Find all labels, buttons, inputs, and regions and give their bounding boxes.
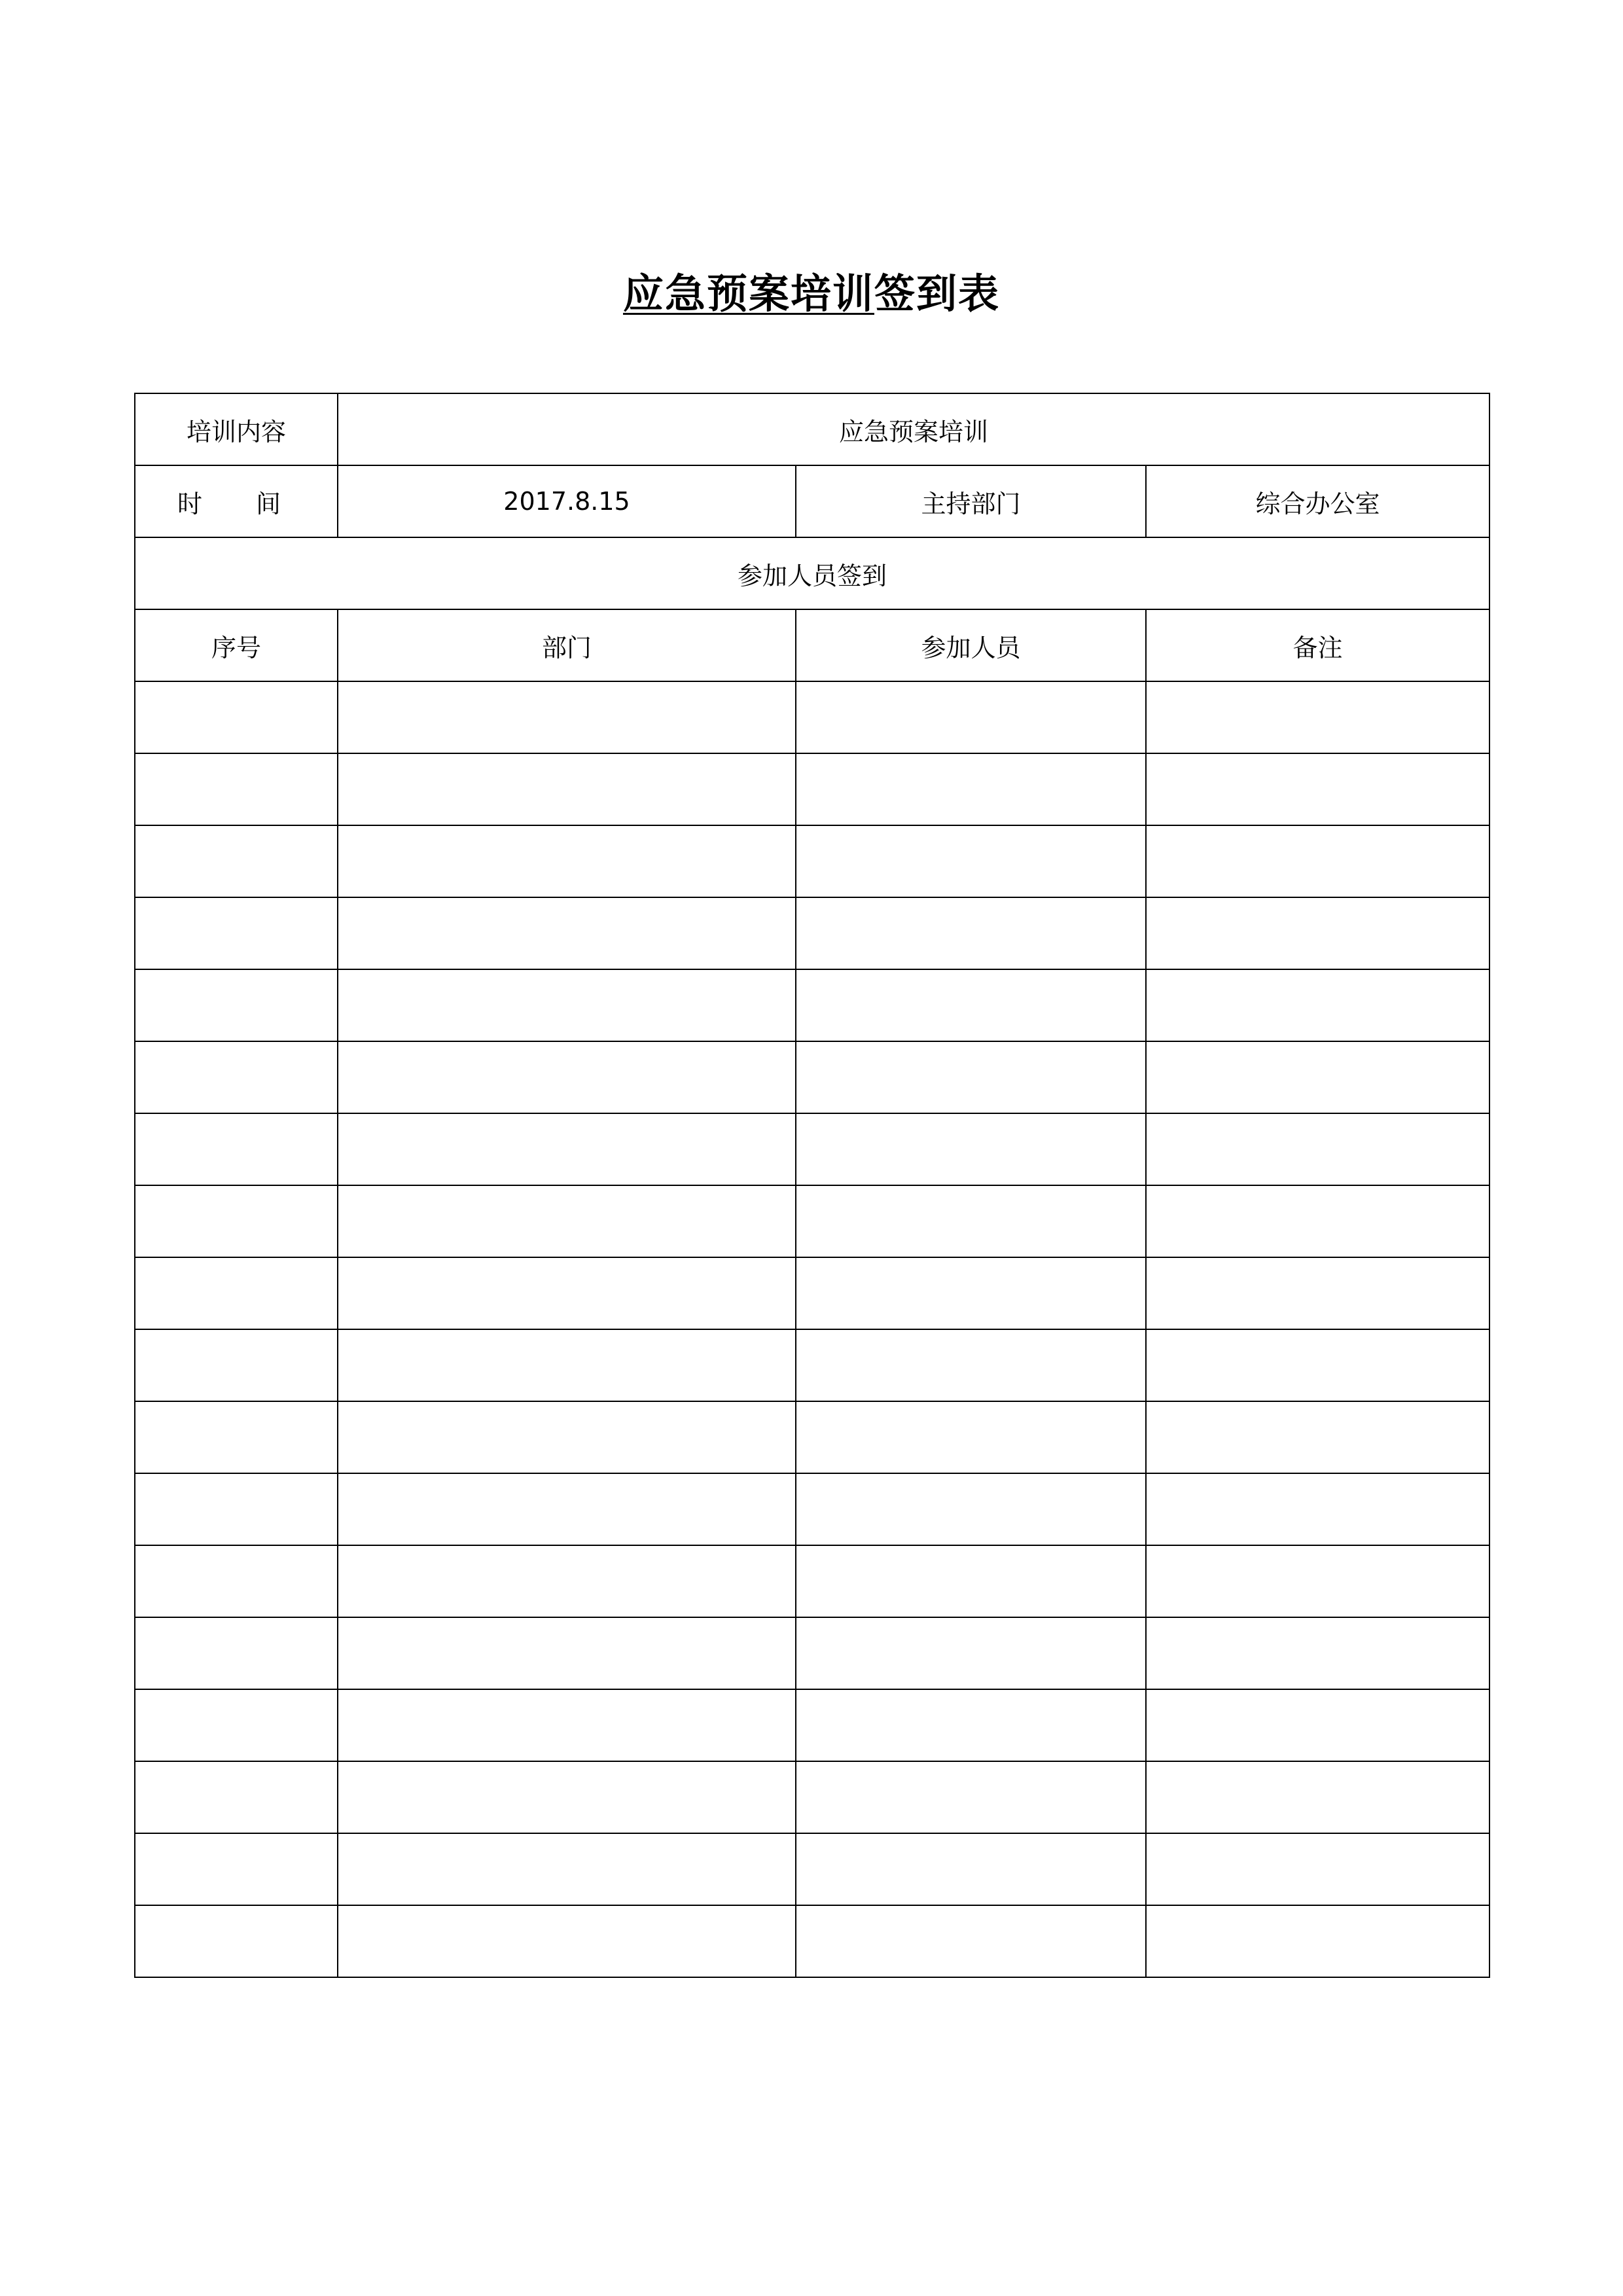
cell-remark[interactable] (1146, 1185, 1489, 1257)
table-row (135, 681, 1489, 753)
column-header-remark: 备注 (1146, 609, 1489, 681)
cell-attendee[interactable] (796, 1473, 1146, 1545)
table-row (135, 1329, 1489, 1401)
cell-department[interactable] (338, 897, 796, 969)
sign-in-table (134, 393, 1490, 1978)
table-row (135, 753, 1489, 825)
column-header-department: 部门 (338, 609, 796, 681)
table-row-section-header (135, 537, 1489, 609)
table-row (135, 969, 1489, 1041)
cell-department[interactable] (338, 1113, 796, 1185)
cell-attendee[interactable] (796, 897, 1146, 969)
cell-department[interactable] (338, 1761, 796, 1833)
cell-remark[interactable] (1146, 1113, 1489, 1185)
label-training-content: 培训内容 (135, 393, 338, 465)
table-row (135, 825, 1489, 897)
cell-index[interactable] (135, 1689, 338, 1761)
cell-attendee[interactable] (796, 1185, 1146, 1257)
cell-index[interactable] (135, 1761, 338, 1833)
cell-remark[interactable] (1146, 1041, 1489, 1113)
cell-department[interactable] (338, 1617, 796, 1689)
cell-department[interactable] (338, 753, 796, 825)
table-row (135, 1041, 1489, 1113)
cell-department[interactable] (338, 825, 796, 897)
cell-attendee[interactable] (796, 1257, 1146, 1329)
cell-remark[interactable] (1146, 1905, 1489, 1977)
cell-index[interactable] (135, 1185, 338, 1257)
cell-attendee[interactable] (796, 1545, 1146, 1617)
cell-index[interactable] (135, 1113, 338, 1185)
table-row (135, 1401, 1489, 1473)
table-row (135, 1689, 1489, 1761)
table-row (135, 1257, 1489, 1329)
column-header-attendee: 参加人员 (796, 609, 1146, 681)
cell-index[interactable] (135, 1545, 338, 1617)
cell-index[interactable] (135, 1617, 338, 1689)
table-row (135, 1833, 1489, 1905)
cell-remark[interactable] (1146, 1689, 1489, 1761)
cell-index[interactable] (135, 825, 338, 897)
cell-remark[interactable] (1146, 1761, 1489, 1833)
cell-attendee[interactable] (796, 1833, 1146, 1905)
cell-attendee[interactable] (796, 681, 1146, 753)
cell-remark[interactable] (1146, 897, 1489, 969)
table-row (135, 1905, 1489, 1977)
table-row (135, 1617, 1489, 1689)
table-row (135, 1185, 1489, 1257)
label-time: 时 间 (135, 465, 338, 537)
cell-index[interactable] (135, 897, 338, 969)
cell-remark[interactable] (1146, 1545, 1489, 1617)
cell-department[interactable] (338, 681, 796, 753)
value-host-department[interactable]: 综合办公室 (1146, 465, 1489, 537)
cell-index[interactable] (135, 753, 338, 825)
cell-department[interactable] (338, 1473, 796, 1545)
cell-attendee[interactable] (796, 1761, 1146, 1833)
label-host-department: 主持部门 (796, 465, 1146, 537)
cell-department[interactable] (338, 1041, 796, 1113)
cell-department[interactable] (338, 1545, 796, 1617)
cell-index[interactable] (135, 1401, 338, 1473)
cell-index[interactable] (135, 1833, 338, 1905)
cell-index[interactable] (135, 969, 338, 1041)
cell-department[interactable] (338, 1833, 796, 1905)
cell-remark[interactable] (1146, 1473, 1489, 1545)
cell-remark[interactable] (1146, 681, 1489, 753)
table-row-training-content (135, 393, 1489, 465)
value-time[interactable]: 2017.8.15 (338, 465, 796, 537)
table-row (135, 1545, 1489, 1617)
section-header-attendees: 参加人员签到 (135, 537, 1489, 609)
page-title-plain-part: 签到表 (874, 270, 1001, 317)
column-header-index: 序号 (135, 609, 338, 681)
cell-attendee[interactable] (796, 1401, 1146, 1473)
cell-index[interactable] (135, 1329, 338, 1401)
cell-attendee[interactable] (796, 1689, 1146, 1761)
cell-index[interactable] (135, 681, 338, 753)
cell-index[interactable] (135, 1257, 338, 1329)
cell-attendee[interactable] (796, 825, 1146, 897)
cell-department[interactable] (338, 1689, 796, 1761)
cell-remark[interactable] (1146, 1257, 1489, 1329)
cell-attendee[interactable] (796, 969, 1146, 1041)
cell-attendee[interactable] (796, 1113, 1146, 1185)
cell-remark[interactable] (1146, 753, 1489, 825)
cell-index[interactable] (135, 1041, 338, 1113)
table-header-row (135, 609, 1489, 681)
cell-department[interactable] (338, 969, 796, 1041)
page-title-underlined-part: 应急预案培训 (622, 270, 874, 317)
cell-index[interactable] (135, 1473, 338, 1545)
cell-attendee[interactable] (796, 1041, 1146, 1113)
page-title (0, 270, 1623, 318)
cell-remark[interactable] (1146, 1329, 1489, 1401)
cell-department[interactable] (338, 1329, 796, 1401)
cell-attendee[interactable] (796, 1905, 1146, 1977)
value-training-content[interactable]: 应急预案培训 (338, 393, 1489, 465)
cell-index[interactable] (135, 1905, 338, 1977)
table-row (135, 1761, 1489, 1833)
table-row-time (135, 465, 1489, 537)
cell-department[interactable] (338, 1905, 796, 1977)
cell-attendee[interactable] (796, 1617, 1146, 1689)
cell-department[interactable] (338, 1401, 796, 1473)
cell-remark[interactable] (1146, 1401, 1489, 1473)
cell-remark[interactable] (1146, 1617, 1489, 1689)
cell-remark[interactable] (1146, 969, 1489, 1041)
table-row (135, 1473, 1489, 1545)
table-row (135, 897, 1489, 969)
cell-attendee[interactable] (796, 1329, 1146, 1401)
cell-attendee[interactable] (796, 753, 1146, 825)
cell-department[interactable] (338, 1257, 796, 1329)
table-row (135, 1113, 1489, 1185)
cell-department[interactable] (338, 1185, 796, 1257)
cell-remark[interactable] (1146, 1833, 1489, 1905)
cell-remark[interactable] (1146, 825, 1489, 897)
